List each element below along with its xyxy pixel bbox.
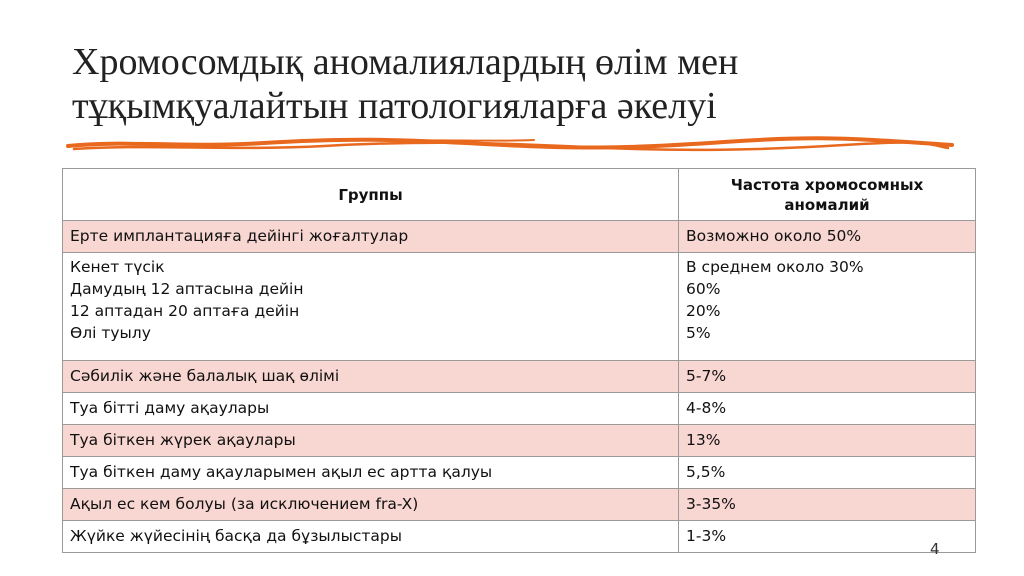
title-line-2: тұқымқуалайтын патологияларға әкелуі	[72, 85, 717, 127]
slide-title	[72, 40, 952, 128]
cell-frequency: 5,5%	[679, 457, 976, 489]
cell-frequency: 13%	[679, 425, 976, 457]
cell-frequency: 3-35%	[679, 489, 976, 521]
chromosomal-anomalies-table	[62, 168, 976, 553]
cell-frequency-line: 20%	[686, 302, 721, 320]
cell-frequency: 5-7%	[679, 361, 976, 393]
cell-frequency	[679, 253, 976, 361]
table-row	[63, 393, 976, 425]
cell-group-line: 12 аптадан 20 аптаға дейін	[70, 302, 300, 320]
cell-group: Туа бітті даму ақаулары	[63, 393, 679, 425]
cell-group-line: Дамудың 12 аптасына дейін	[70, 280, 304, 298]
cell-group: Ақыл ес кем болуы (за исключением fra-X)	[63, 489, 679, 521]
cell-frequency: Возможно около 50%	[679, 221, 976, 253]
header-groups: Группы	[63, 169, 679, 221]
cell-frequency: 4-8%	[679, 393, 976, 425]
table-row	[63, 253, 976, 361]
cell-group	[63, 253, 679, 361]
header-frequency: Частота хромосомных аномалий	[679, 169, 976, 221]
table-row	[63, 361, 976, 393]
cell-frequency-line: 5%	[686, 324, 711, 342]
table-row	[63, 489, 976, 521]
title-line-1: Хромосомдық аномалиялардың өлім мен	[72, 41, 739, 83]
table-header-row	[63, 169, 976, 221]
cell-group: Туа біткен жүрек ақаулары	[63, 425, 679, 457]
title-underline-stroke	[64, 134, 956, 156]
table-row	[63, 457, 976, 489]
table-row	[63, 221, 976, 253]
cell-frequency-line: 60%	[686, 280, 721, 298]
cell-group: Жүйке жүйесінің басқа да бұзылыстары	[63, 521, 679, 553]
table-row	[63, 521, 976, 553]
cell-group: Ерте имплантацияға дейінгі жоғалтулар	[63, 221, 679, 253]
cell-frequency-line: В среднем около 30%	[686, 258, 864, 276]
cell-group: Туа біткен даму ақауларымен ақыл ес артта қалуы	[63, 457, 679, 489]
cell-group-line: Кенет түсік	[70, 258, 165, 276]
cell-group-line: Өлі туылу	[70, 324, 151, 342]
cell-group: Сәбилік және балалық шақ өлімі	[63, 361, 679, 393]
cell-frequency: 1-3%	[679, 521, 976, 553]
table-row	[63, 425, 976, 457]
page-number: 4	[930, 540, 940, 558]
